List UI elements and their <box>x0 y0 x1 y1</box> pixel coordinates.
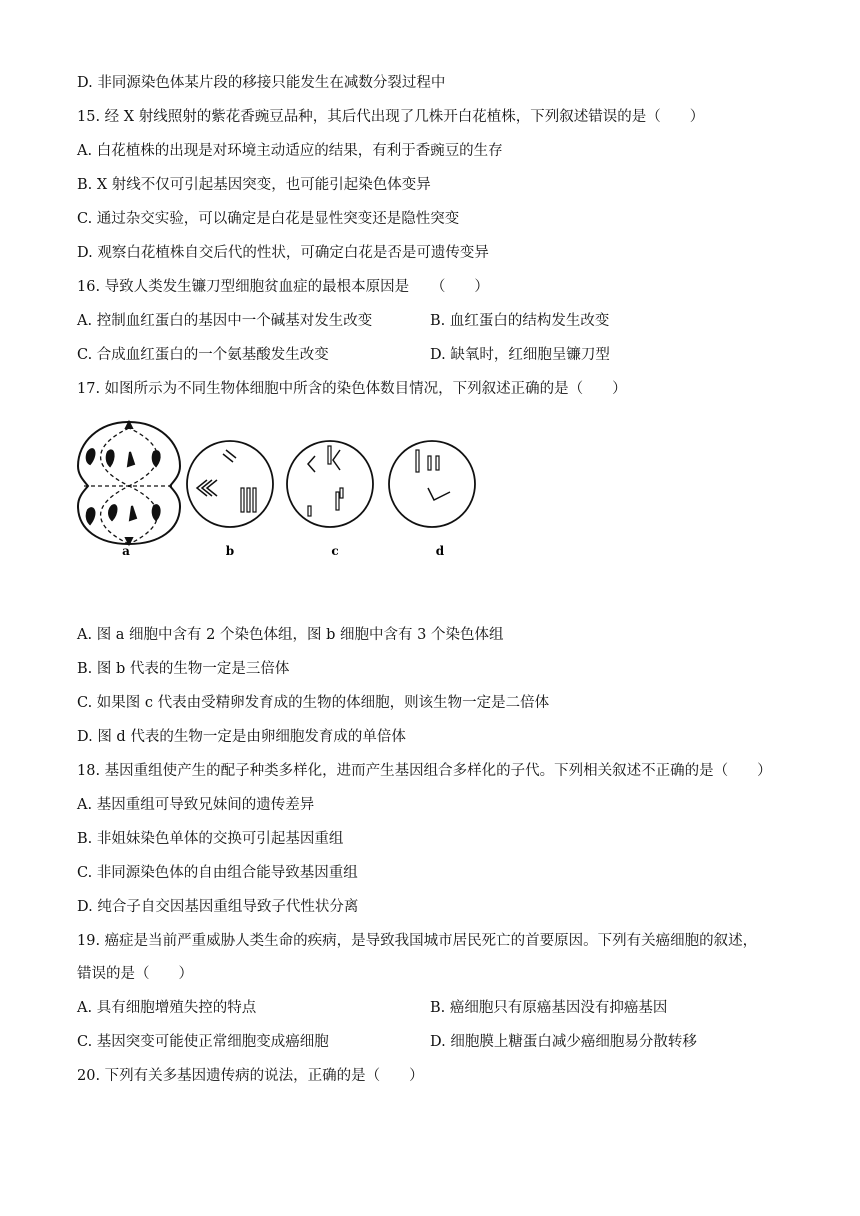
q19-stem: 19. 癌症是当前严重威胁人类生命的疾病，是导致我国城市居民死亡的首要原因。下列有关癌细胞的叙述， <box>77 933 758 949</box>
q15-option-c: C. 通过杂交实验，可以确定是白花是显性突变还是隐性突变 <box>77 211 460 227</box>
q19-option-a: A. 具有细胞增殖失控的特点 <box>77 1000 257 1016</box>
q18-option-c: C. 非同源染色体的自由组合能导致基因重组 <box>77 865 358 881</box>
q16-option-b: B. 血红蛋白的结构发生改变 <box>430 313 610 329</box>
figure-label-d: d <box>435 544 445 558</box>
q16-option-d: D. 缺氧时，红细胞呈镰刀型 <box>430 347 610 363</box>
figure-label-a: a <box>122 544 130 558</box>
q17-option-a: A. 图 a 细胞中含有 2 个染色体组，图 b 细胞中含有 3 个染色体组 <box>77 627 504 643</box>
q18-stem: 18. 基因重组使产生的配子种类多样化，进而产生基因组合多样化的子代。下列相关叙述不正确的是（ ） <box>77 763 772 779</box>
cells-diagram <box>74 414 484 564</box>
q17-option-b: B. 图 b 代表的生物一定是三倍体 <box>77 661 290 677</box>
q16-option-c: C. 合成血红蛋白的一个氨基酸发生改变 <box>77 347 329 363</box>
q15-option-a: A. 白花植株的出现是对环境主动适应的结果，有利于香豌豆的生存 <box>77 143 503 159</box>
q17-stem: 17. 如图所示为不同生物体细胞中所含的染色体数目情况，下列叙述正确的是（ ） <box>77 381 627 397</box>
q14-option-d: D. 非同源染色体某片段的移接只能发生在减数分裂过程中 <box>77 75 446 91</box>
cell-a <box>78 422 180 544</box>
q19-option-b: B. 癌细胞只有原癌基因没有抑癌基因 <box>430 1000 668 1016</box>
q18-option-d: D. 纯合子自交因基因重组导致子代性状分离 <box>77 899 359 915</box>
cell-b <box>187 441 273 527</box>
q19-stem-cont: 错误的是（ ） <box>77 966 193 982</box>
q19-option-c: C. 基因突变可能使正常细胞变成癌细胞 <box>77 1034 329 1050</box>
cell-d <box>389 441 475 527</box>
q19-option-d: D. 细胞膜上糖蛋白减少癌细胞易分散转移 <box>430 1034 697 1050</box>
q18-option-a: A. 基因重组可导致兄妹间的遗传差异 <box>77 797 315 813</box>
q16-stem: 16. 导致人类发生镰刀型细胞贫血症的最根本原因是 （ ） <box>77 279 489 295</box>
q17-option-c: C. 如果图 c 代表由受精卵发育成的生物的体细胞，则该生物一定是二倍体 <box>77 695 550 711</box>
q15-stem: 15. 经 X 射线照射的紫花香豌豆品种，其后代出现了几株开白花植株，下列叙述错误的是（ ） <box>77 109 705 125</box>
q18-option-b: B. 非姐妹染色单体的交换可引起基因重组 <box>77 831 344 847</box>
figure-label-b: b <box>225 544 235 558</box>
q16-option-a: A. 控制血红蛋白的基因中一个碱基对发生改变 <box>77 313 373 329</box>
cell-c <box>287 441 373 527</box>
figure-label-c: c <box>331 544 339 558</box>
q20-stem: 20. 下列有关多基因遗传病的说法，正确的是（ ） <box>77 1068 424 1084</box>
q15-option-b: B. X 射线不仅可引起基因突变，也可能引起染色体变异 <box>77 177 431 193</box>
q15-option-d: D. 观察白花植株自交后代的性状，可确定白花是否是可遗传变异 <box>77 245 489 261</box>
chromosome-cells-figure <box>74 414 484 564</box>
q17-option-d: D. 图 d 代表的生物一定是由卵细胞发育成的单倍体 <box>77 729 406 745</box>
